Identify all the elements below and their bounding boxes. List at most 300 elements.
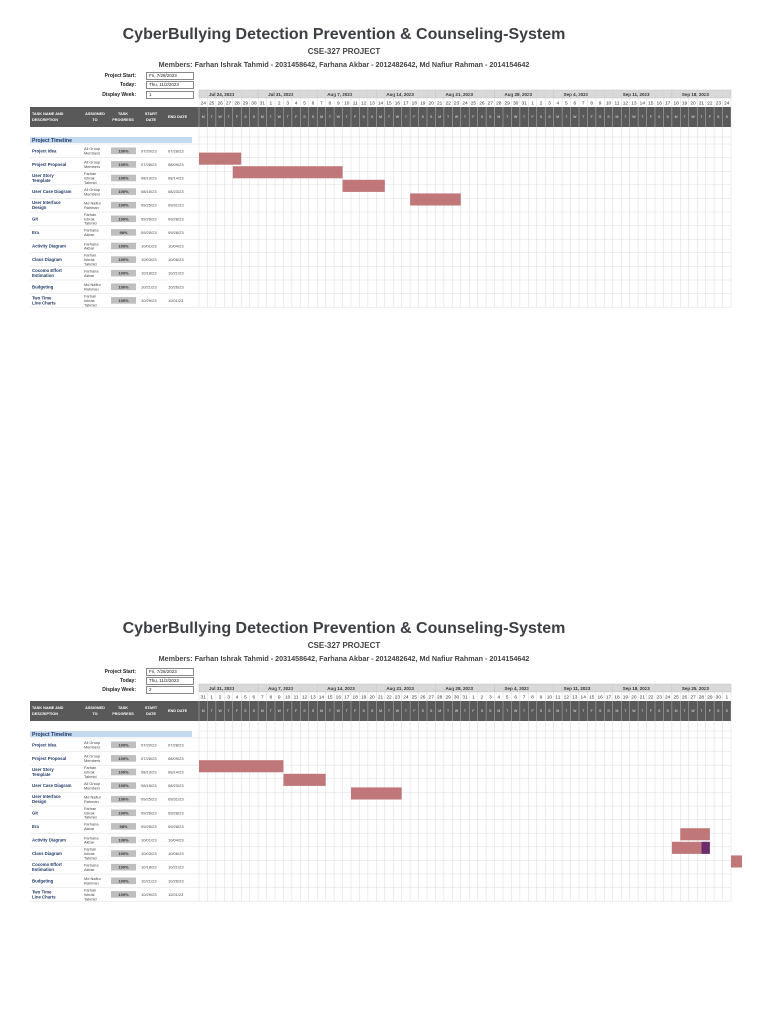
day-number: 21 — [639, 695, 646, 701]
document-title: CyberBullying Detection Prevention & Counseling-System — [122, 26, 566, 43]
weekday-letter: F — [649, 115, 652, 119]
task-progress: 100% — [118, 878, 129, 884]
day-number: 12 — [360, 101, 367, 107]
day-number: 18 — [352, 695, 358, 701]
day-number: 21 — [377, 695, 384, 701]
day-number: 8 — [531, 695, 534, 701]
document-title: CyberBullying Detection Prevention & Counseling-System — [122, 620, 566, 637]
week-label: Aug 7, 2023 — [268, 685, 294, 691]
week-label: Sep 11, 2023 — [563, 685, 591, 691]
task-start-date: 08/18/23 — [141, 783, 157, 789]
task-start-date: 10/03/23 — [141, 257, 157, 263]
display-week-label: Display Week: — [102, 92, 136, 98]
task-progress: 100% — [118, 216, 129, 222]
weekday-letter: M — [556, 115, 560, 119]
task-start-date: 07/20/23 — [141, 742, 157, 748]
weekday-letter: M — [201, 709, 205, 713]
task-name: Line Charts — [32, 300, 56, 306]
task-name: Project Idea — [32, 148, 57, 154]
weekday-letter: M — [615, 709, 619, 713]
day-number: 8 — [328, 101, 332, 107]
header-assigned: ASSIGNED — [85, 706, 105, 710]
header-progress: TASK — [117, 706, 129, 710]
task-name: Estimation — [32, 273, 54, 279]
day-number: 12 — [622, 101, 629, 107]
task-assigned: Akbar — [84, 245, 95, 251]
task-assigned: Akbar — [84, 272, 95, 278]
weekday-letter: F — [531, 709, 534, 713]
week-label: Sep 25, 2023 — [681, 685, 709, 691]
task-start-date: 09/25/23 — [141, 796, 157, 802]
task-progress: 100% — [118, 810, 129, 816]
task-assigned: Members — [84, 785, 101, 791]
weekday-letter: M — [438, 115, 442, 119]
day-number: 14 — [318, 695, 325, 701]
weekday-letter: T — [463, 709, 467, 713]
weekday-letter: T — [286, 709, 289, 713]
gantt-bar — [233, 166, 343, 178]
day-number: 28 — [234, 101, 240, 107]
weekday-letter: S — [362, 115, 365, 119]
task-start-date: 10/18/23 — [141, 270, 157, 276]
day-number: 13 — [631, 101, 637, 107]
task-name: User Case Diagram — [32, 783, 72, 789]
task-name: User Story — [32, 767, 54, 772]
task-name: Activity Diagram — [32, 837, 66, 843]
task-assigned: Tahmid — [84, 896, 97, 902]
weekday-letter: S — [421, 709, 424, 713]
weekday-letter: T — [506, 709, 509, 713]
day-number: 26 — [217, 101, 223, 107]
task-assigned: Rahman — [84, 798, 99, 804]
section-title: Project Timeline — [32, 732, 72, 738]
task-assigned: Farhan — [84, 765, 97, 771]
weekday-letter: W — [277, 115, 281, 119]
task-end-date: 11/01/23 — [168, 297, 184, 303]
day-number: 21 — [436, 101, 443, 107]
week-label: Sep 4, 2023 — [504, 685, 530, 691]
day-number: 16 — [335, 695, 342, 701]
weekday-letter: W — [218, 115, 222, 119]
task-name: Template — [32, 178, 51, 183]
weekday-letter: S — [489, 709, 492, 713]
week-label: Aug 21, 2023 — [445, 91, 473, 97]
task-name: Template — [32, 772, 51, 777]
week-label: Sep 11, 2023 — [622, 91, 650, 97]
day-number: 19 — [681, 101, 688, 107]
weekday-letter: F — [590, 709, 593, 713]
day-number: 3 — [227, 695, 230, 701]
task-assigned: Ishrak — [84, 810, 95, 816]
day-number: 30 — [715, 695, 722, 701]
weekday-letter: M — [201, 115, 205, 119]
weekday-letter: W — [573, 115, 577, 119]
task-assigned: Ishrak — [84, 297, 95, 303]
week-label: Aug 28, 2023 — [445, 685, 473, 691]
day-number: 9 — [336, 101, 340, 107]
task-name: Class Diagram — [32, 257, 62, 263]
day-number: 5 — [303, 101, 306, 107]
week-label: Sep 4, 2023 — [563, 91, 589, 97]
day-number: 20 — [428, 101, 434, 107]
weekday-letter: T — [227, 115, 230, 119]
header-assigned-to: TO — [92, 712, 98, 716]
weekday-letter: T — [683, 115, 686, 119]
header-end-date: END DATE — [168, 115, 188, 119]
task-name: Era — [32, 229, 39, 235]
task-end-date: 10/26/23 — [168, 878, 184, 884]
weekday-letter: W — [454, 115, 459, 119]
day-number: 7 — [522, 695, 526, 701]
task-assigned: Tahmid — [84, 179, 97, 185]
day-number: 27 — [690, 695, 696, 701]
day-number: 18 — [411, 101, 418, 107]
day-number: 23 — [715, 101, 722, 107]
day-number: 25 — [673, 695, 679, 701]
header-start-2: DATE — [145, 118, 157, 122]
weekday-letter: S — [480, 709, 484, 713]
weekday-letter: S — [548, 115, 551, 119]
task-name: Era — [32, 823, 39, 829]
task-progress: 100% — [118, 161, 129, 167]
task-name: Project Idea — [32, 742, 57, 748]
weekday-letter: W — [218, 709, 222, 713]
weekday-letter: T — [328, 709, 331, 713]
day-number: 29 — [242, 101, 249, 107]
gantt-bar — [731, 855, 742, 867]
task-start-date: 09/26/23 — [141, 810, 157, 816]
week-label: Jul 31, 2023 — [209, 685, 235, 691]
task-start-date: 09/25/23 — [141, 202, 157, 208]
day-number: 7 — [260, 695, 264, 701]
day-number: 3 — [286, 101, 290, 107]
weekday-letter: S — [607, 115, 610, 119]
task-name: Git — [32, 810, 38, 816]
weekday-letter: W — [395, 115, 400, 119]
task-name: Two Time — [32, 295, 52, 301]
task-name: Line Charts — [32, 894, 56, 900]
task-start-date: 08/10/23 — [141, 769, 157, 775]
task-assigned: Ishrak — [84, 216, 95, 222]
gantt-bar — [283, 774, 325, 786]
task-assigned: Ishrak — [84, 851, 95, 857]
task-name: Design — [32, 205, 47, 211]
day-number: 6 — [514, 695, 518, 701]
header-progress: TASK — [117, 112, 129, 116]
weekday-letter: S — [244, 115, 247, 119]
weekday-letter: S — [362, 709, 365, 713]
day-number: 23 — [453, 101, 460, 107]
gantt-page-2 — [0, 620, 768, 950]
day-number: 16 — [394, 101, 401, 107]
task-assigned: All Group — [84, 146, 101, 152]
weekday-letter: T — [227, 709, 230, 713]
weekday-letter: S — [421, 115, 424, 119]
day-number: 3 — [548, 101, 551, 107]
weekday-letter: T — [582, 709, 585, 713]
day-number: 27 — [428, 695, 434, 701]
task-assigned: Farhan — [84, 887, 97, 893]
gantt-chart — [0, 26, 768, 356]
day-number: 14 — [377, 101, 384, 107]
day-number: 15 — [327, 695, 333, 701]
weekday-letter: M — [497, 709, 501, 713]
day-number: 12 — [301, 695, 308, 701]
task-progress: 100% — [118, 284, 129, 290]
weekday-letter: T — [404, 709, 407, 713]
weekday-letter: F — [708, 115, 711, 119]
day-number: 22 — [386, 695, 392, 701]
weekday-letter: S — [666, 709, 669, 713]
header-task-name: TASK NAME AND — [32, 706, 64, 710]
project-start-label: Project Start: — [104, 669, 136, 675]
day-number: 5 — [505, 695, 509, 701]
task-assigned: Farhana — [84, 227, 99, 233]
weekday-letter: F — [235, 709, 239, 713]
task-assigned: Ishrak — [84, 175, 95, 181]
weekday-letter: W — [395, 709, 400, 713]
task-progress: 100% — [118, 742, 129, 748]
header-progress-2: PROGRESS — [112, 712, 134, 716]
weekday-letter: F — [295, 115, 298, 119]
day-number: 20 — [369, 695, 375, 701]
task-assigned: Md Nafiur — [84, 876, 101, 882]
weekday-letter: S — [607, 709, 610, 713]
weekday-letter: W — [277, 709, 281, 713]
day-number: 6 — [311, 101, 315, 107]
day-number: 24 — [403, 695, 409, 701]
task-assigned: Tahmid — [84, 302, 97, 308]
project-start-field[interactable]: Fri, 7/28/2023 — [146, 72, 194, 80]
day-number: 30 — [251, 101, 257, 107]
task-end-date: 08/14/23 — [168, 175, 184, 181]
day-number: 15 — [386, 101, 392, 107]
task-name: Budgeting — [32, 284, 54, 290]
display-week-field[interactable]: 2 — [146, 686, 194, 694]
task-assigned: Farhan — [84, 805, 97, 811]
task-assigned: Akbar — [84, 232, 95, 238]
weekday-letter: S — [430, 709, 433, 713]
task-assigned: Farhan — [84, 171, 97, 177]
weekday-letter: T — [700, 115, 703, 119]
header-end-date: END DATE — [168, 709, 188, 713]
project-start-field[interactable]: Fri, 7/28/2023 — [146, 668, 194, 676]
weekday-letter: S — [539, 115, 543, 119]
weekday-letter: S — [252, 709, 256, 713]
weekday-letter: W — [632, 115, 636, 119]
week-label: Aug 14, 2023 — [386, 91, 414, 97]
weekday-letter: T — [641, 115, 644, 119]
day-number: 19 — [360, 695, 367, 701]
task-assigned: Farhana — [84, 862, 99, 868]
task-assigned: Md Nafiur — [84, 282, 101, 288]
day-number: 1 — [472, 695, 475, 701]
task-end-date: 11/01/23 — [168, 891, 184, 897]
task-assigned: Farhana — [84, 268, 99, 274]
weekday-letter: T — [447, 115, 450, 119]
gantt-page-1 — [0, 26, 768, 356]
weekday-letter: T — [523, 709, 526, 713]
weekday-letter: T — [641, 709, 644, 713]
document-subtitle: CSE-327 PROJECT — [307, 641, 381, 650]
weekday-letter: T — [624, 115, 627, 119]
weekday-letter: S — [370, 115, 374, 119]
task-assigned: Akbar — [84, 866, 95, 872]
weekday-letter: F — [590, 115, 593, 119]
weekday-letter: T — [565, 709, 568, 713]
weekday-letter: S — [489, 115, 492, 119]
task-assigned: Ishrak — [84, 257, 95, 263]
weekday-letter: S — [430, 115, 433, 119]
task-progress: 100% — [118, 769, 129, 775]
weekday-letter: W — [573, 709, 577, 713]
weekday-letter: S — [717, 115, 720, 119]
weekday-letter: T — [269, 115, 272, 119]
day-number: 28 — [698, 695, 705, 701]
weekday-letter: T — [700, 709, 703, 713]
weekday-letter: T — [683, 709, 686, 713]
day-number: 10 — [546, 695, 553, 701]
day-number: 19 — [420, 101, 426, 107]
day-number: 26 — [420, 695, 426, 701]
day-number: 4 — [294, 101, 298, 107]
day-number: 29 — [504, 101, 510, 107]
task-end-date: 07/28/23 — [168, 148, 184, 154]
day-number: 10 — [284, 695, 291, 701]
day-number: 15 — [648, 101, 654, 107]
weekday-letter: M — [379, 709, 383, 713]
weekday-letter: S — [480, 115, 484, 119]
weekday-letter: S — [725, 709, 728, 713]
day-number: 9 — [539, 695, 543, 701]
weekday-letter: W — [336, 115, 340, 119]
gantt-bar — [199, 760, 283, 772]
task-progress: 100% — [118, 796, 129, 802]
task-end-date: 07/28/23 — [168, 742, 184, 748]
weekday-letter: M — [615, 115, 619, 119]
task-assigned: Md Nafiur — [84, 200, 101, 206]
members-line: Members: Farhan Ishrak Tahmid - 2031458642, Farhana Akbar - 2012482642, Md Nafiur Rahman - 2014154642 — [158, 60, 530, 69]
gantt-bar — [701, 842, 709, 854]
day-number: 27 — [487, 101, 494, 107]
task-end-date: 09/28/23 — [168, 229, 184, 235]
task-start-date: 10/29/23 — [141, 891, 157, 897]
weekday-letter: F — [354, 709, 357, 713]
task-end-date: 09/28/23 — [168, 810, 184, 816]
today-field[interactable]: Thu, 11/2/2023 — [146, 677, 194, 685]
day-number: 31 — [462, 695, 468, 701]
weekday-letter: W — [454, 709, 459, 713]
weekday-letter: F — [235, 115, 239, 119]
week-label: Aug 21, 2023 — [386, 685, 414, 691]
weekday-letter: F — [531, 115, 534, 119]
weekday-letter: T — [624, 709, 627, 713]
task-assigned: Akbar — [84, 839, 95, 845]
day-number: 1 — [210, 695, 214, 701]
members-line: Members: Farhan Ishrak Tahmid - 2031458642, Farhana Akbar - 2012482642, Md Nafiur Rahman - 2014154642 — [158, 654, 530, 663]
weekday-letter: T — [328, 115, 331, 119]
task-end-date: 08/23/23 — [168, 783, 184, 789]
week-label: Aug 14, 2023 — [327, 685, 355, 691]
day-number: 19 — [622, 695, 629, 701]
weekday-letter: M — [674, 115, 678, 119]
day-number: 13 — [369, 101, 375, 107]
task-start-date: 07/20/23 — [141, 148, 157, 154]
week-label: Jul 31, 2023 — [268, 91, 294, 97]
day-number: 15 — [588, 695, 595, 701]
weekday-letter: M — [260, 115, 264, 119]
day-number: 24 — [664, 695, 671, 701]
day-number: 20 — [631, 695, 637, 701]
day-number: 20 — [690, 101, 696, 107]
task-start-date: 09/26/23 — [141, 216, 157, 222]
task-end-date: 10/04/23 — [168, 837, 184, 843]
task-progress: 100% — [118, 202, 129, 208]
header-task-name: TASK NAME AND — [32, 112, 64, 116]
day-number: 8 — [590, 101, 594, 107]
task-name: Cocomo Effort — [32, 268, 62, 274]
gantt-bar — [410, 193, 461, 205]
day-number: 2 — [218, 695, 222, 701]
task-start-date: 10/21/23 — [141, 878, 157, 884]
day-number: 9 — [277, 695, 281, 701]
gantt-bar — [351, 787, 402, 799]
day-number: 4 — [497, 695, 501, 701]
task-end-date: 10/21/23 — [168, 270, 184, 276]
task-name: Budgeting — [32, 878, 54, 884]
day-number: 11 — [352, 101, 358, 107]
task-assigned: Rahman — [84, 880, 99, 886]
task-assigned: Farhan — [84, 211, 97, 217]
day-number: 29 — [445, 695, 451, 701]
day-number: 12 — [563, 695, 570, 701]
task-start-date: 10/18/23 — [141, 864, 157, 870]
weekday-letter: T — [404, 115, 407, 119]
weekday-letter: T — [463, 115, 467, 119]
day-number: 4 — [556, 101, 560, 107]
display-week-field[interactable]: 1 — [146, 91, 194, 99]
task-progress: 100% — [118, 891, 129, 897]
day-number: 23 — [394, 695, 401, 701]
weekday-letter: W — [514, 709, 518, 713]
task-assigned: Farhan — [84, 293, 97, 299]
task-progress: 100% — [118, 270, 129, 276]
today-field[interactable]: Thu, 11/2/2023 — [146, 81, 194, 89]
task-assigned: Tahmid — [84, 855, 97, 861]
weekday-letter: M — [556, 709, 560, 713]
task-assigned: Md Nafiur — [84, 794, 101, 800]
weekday-letter: S — [303, 115, 306, 119]
header-task-desc: DESCRIPTION — [32, 712, 58, 716]
day-number: 22 — [707, 101, 713, 107]
day-number: 1 — [269, 101, 273, 107]
day-number: 17 — [605, 695, 612, 701]
task-assigned: All Group — [84, 740, 101, 746]
day-number: 14 — [580, 695, 586, 701]
day-number: 5 — [564, 101, 568, 107]
project-start-label: Project Start: — [104, 73, 136, 79]
day-number: 24 — [724, 101, 730, 107]
weekday-letter: W — [336, 709, 340, 713]
day-number: 13 — [310, 695, 316, 701]
week-label: Aug 28, 2023 — [504, 91, 533, 97]
header-start: START — [144, 706, 158, 710]
weekday-letter: T — [210, 115, 213, 119]
task-end-date: 10/21/23 — [168, 864, 184, 870]
task-name: User Case Diagram — [32, 189, 72, 195]
header-assigned: ASSIGNED — [85, 112, 105, 116]
document-subtitle: CSE-327 PROJECT — [307, 47, 381, 56]
